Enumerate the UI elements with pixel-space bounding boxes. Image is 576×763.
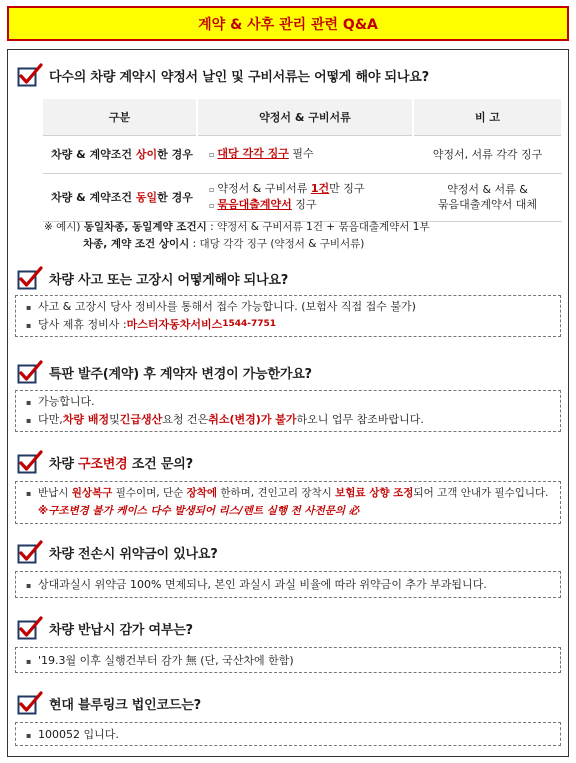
question-5-text: 차량 전손시 위약금이 있나요? [49,546,218,562]
question-4 [17,450,193,474]
table-header: 구분 [43,99,197,135]
checkbox-check-icon [17,360,43,384]
question-4-text: 차량 구조변경 조건 문의? [49,456,193,472]
checkbox-check-icon [17,540,43,564]
answer-7: ▪ 100052 입니다. [15,722,561,746]
table-header: 약정서 & 구비서류 [197,99,413,135]
question-3-text: 특판 발주(계약) 후 계약자 변경이 가능한가요? [49,366,312,382]
answer-4: ▪ 반납시 원상복구 필수이며, 단순 장착에 한하며, 견인고리 장착시 보험료 상향 조정되어 고객 안내가 필수입니다. ※구조변경 불가 케이스 다수 발생되어 리스/렌트 실행 전 사전문의 必 [15,481,561,524]
answer-2: ▪ 사고 & 고장시 당사 정비사를 통해서 접수 가능합니다. (보험사 직접 접수 불가) ▪ 당사 제휴 정비사 : 마스터자동차서비스 1544-7751 [15,295,561,337]
question-7 [17,691,201,715]
question-5 [17,540,218,564]
table-row [43,173,562,221]
table-cell-note: 약정서, 서류 각각 징구 [413,135,562,173]
question-3 [17,360,312,384]
checkbox-check-icon [17,691,43,715]
answer-5: ▪ 상대과실시 위약금 100% 면제되나, 본인 과실시 과실 비율에 따라 위약금이 추가 부과됩니다. [15,571,561,598]
partner-name: 마스터자동차서비스 [126,318,223,331]
checkbox-check-icon [17,616,43,640]
table-cell-docs: ▫ 약정서 & 구비서류 1건만 징구 ▫ 묶음대출계약서 징구 [197,173,413,221]
table-header: 비 고 [413,99,562,135]
table-cell-docs: ▫ 대당 각각 징구 필수 [197,135,413,173]
question-1-text: 다수의 차량 계약시 약정서 날인 및 구비서류는 어떻게 해야 되나요? [49,69,429,85]
qa-frame [7,49,569,757]
question-7-text: 현대 블루링크 법인코드는? [49,697,201,713]
table-header-row [43,99,562,135]
answer-6: ▪ '19.3월 이후 실행건부터 감가 無 (단, 국산차에 한함) [15,647,561,673]
question-6-text: 차량 반납시 감가 여부는? [49,622,193,638]
question-6 [17,616,193,640]
example-note-2: 차종, 계약 조건 상이시 : 대당 각각 징구 (약정서 & 구비서류) [83,238,365,250]
example-note-1: ※ 예시) 동일차종, 동일계약 조건시 : 약정서 & 구비서류 1건 + 묶음대출계약서 1부 [44,221,430,233]
checkbox-check-icon [17,450,43,474]
page-title: 계약 & 사후 관리 관련 Q&A [7,6,569,41]
table-cell-note: 약정서 & 서류 & 묶음대출계약서 대체 [413,173,562,221]
question-2 [17,266,288,290]
table-cell-category: 차량 & 계약조건 상이한 경우 [43,135,197,173]
answer-3: ▪ 가능합니다. ▪ 다만, 차량 배정 및 긴급생산 요청 건은 취소(변경)가 불가 하오니 업무 참조바랍니다. [15,390,561,432]
table-cell-category: 차량 & 계약조건 동일한 경우 [43,173,197,221]
document-requirements-table [43,99,563,222]
table-row [43,135,562,173]
question-2-text: 차량 사고 또는 고장시 어떻게해야 되나요? [49,272,289,288]
checkbox-check-icon [17,63,43,87]
checkbox-check-icon [17,266,43,290]
question-1 [17,63,429,87]
partner-phone: 1544-7751 [222,319,277,329]
